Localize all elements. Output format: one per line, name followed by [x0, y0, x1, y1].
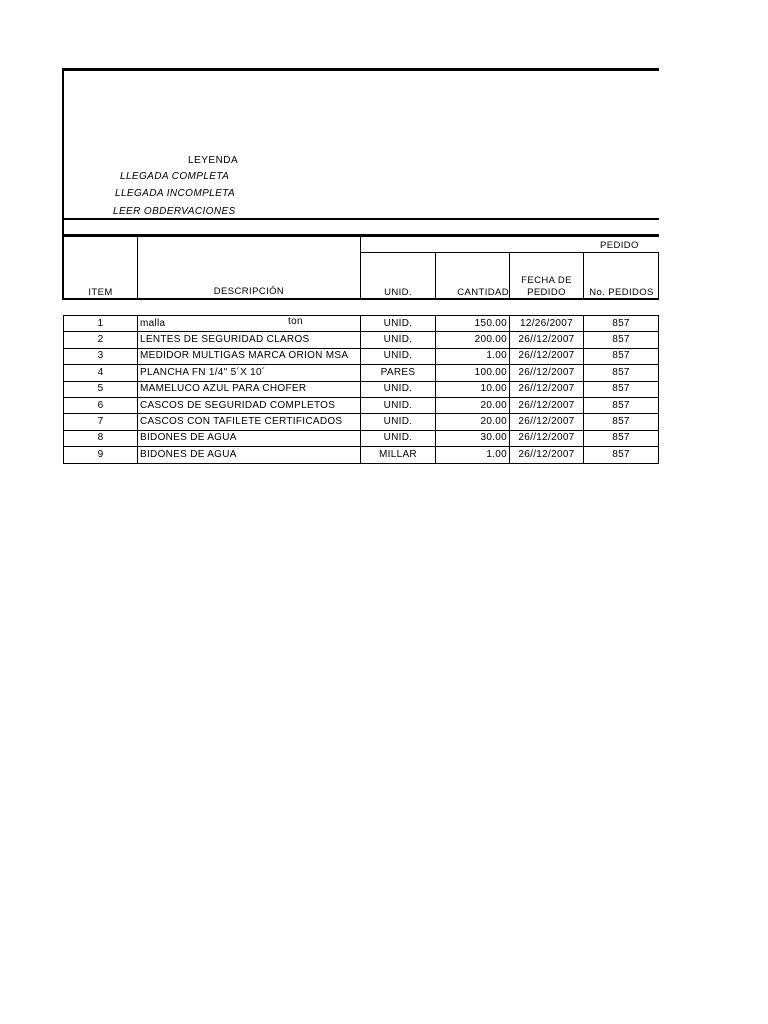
description-cell: PLANCHA FN 1/4" 5´X 10´: [138, 365, 361, 381]
table-row: [64, 397, 659, 413]
items-table: [63, 315, 659, 464]
unit-cell: UNID.: [361, 332, 436, 348]
table-row: [64, 430, 659, 446]
quantity-cell: 150.00: [436, 316, 510, 332]
date-cell: 26//12/2007: [510, 348, 584, 364]
date-cell: 12/26/2007: [510, 316, 584, 332]
quantity-cell: 1.00: [436, 348, 510, 364]
quantity-cell: 100.00: [436, 365, 510, 381]
description-text: malla: [140, 317, 166, 329]
date-cell: 26//12/2007: [510, 414, 584, 430]
legend-item-complete: LLEGADA COMPLETA: [120, 171, 230, 182]
description-cell: CASCOS DE SEGURIDAD COMPLETOS: [138, 397, 361, 413]
item-header: ITEM: [88, 287, 113, 298]
quantity-cell: 20.00: [436, 397, 510, 413]
unit-cell: PARES: [361, 365, 436, 381]
legend-item-observations: LEER OBDERVACIONES: [113, 206, 236, 217]
quantity-cell: 30.00: [436, 430, 510, 446]
table-row: [64, 348, 659, 364]
table-row: [64, 316, 659, 332]
date-cell: 26//12/2007: [510, 381, 584, 397]
item-cell: 2: [64, 332, 138, 348]
description-cell: BIDONES DE AGUA: [138, 447, 361, 463]
order-number-cell: 857: [584, 365, 659, 381]
quantity-cell: 1.00: [436, 447, 510, 463]
unit-cell: UNID.: [361, 430, 436, 446]
legend-item-incomplete: LLEGADA INCOMPLETA: [115, 188, 236, 199]
top-border: [62, 68, 659, 71]
item-cell: 3: [64, 348, 138, 364]
unit-cell: UNID.: [361, 397, 436, 413]
date-cell: 26//12/2007: [510, 332, 584, 348]
unit-cell: UNID.: [361, 414, 436, 430]
item-cell: 8: [64, 430, 138, 446]
fecha-header-line2: PEDIDO: [527, 287, 566, 298]
order-number-cell: 857: [584, 381, 659, 397]
date-cell: 26//12/2007: [510, 397, 584, 413]
order-number-cell: 857: [584, 430, 659, 446]
item-cell: 7: [64, 414, 138, 430]
legend-bottom-border: [62, 218, 659, 220]
quantity-cell: 10.00: [436, 381, 510, 397]
order-number-cell: 857: [584, 397, 659, 413]
description-note: ton: [288, 316, 303, 327]
no-pedidos-header: No. PEDIDOS: [589, 287, 654, 298]
quantity-cell: 20.00: [436, 414, 510, 430]
legend-title: LEYENDA: [188, 155, 239, 166]
fecha-header-line1: FECHA DE: [521, 275, 572, 286]
descripcion-header: DESCRIPCIÓN: [213, 286, 285, 297]
table-row: [64, 414, 659, 430]
order-number-cell: 857: [584, 316, 659, 332]
date-cell: 26//12/2007: [510, 447, 584, 463]
item-cell: 1: [64, 316, 138, 332]
quantity-cell: 200.00: [436, 332, 510, 348]
description-cell: [138, 316, 361, 332]
item-cell: 9: [64, 447, 138, 463]
order-number-cell: 857: [584, 414, 659, 430]
table-row: [64, 381, 659, 397]
pedido-header: PEDIDO: [600, 240, 639, 251]
table-row: [64, 447, 659, 463]
date-cell: 26//12/2007: [510, 365, 584, 381]
table-row: [64, 365, 659, 381]
order-number-cell: 857: [584, 332, 659, 348]
table-row: [64, 332, 659, 348]
description-cell: LENTES DE SEGURIDAD CLAROS: [138, 332, 361, 348]
unid-header: UNID.: [384, 287, 412, 298]
item-cell: 4: [64, 365, 138, 381]
unit-cell: UNID.: [361, 316, 436, 332]
unit-cell: MILLAR: [361, 447, 436, 463]
item-cell: 5: [64, 381, 138, 397]
description-cell: CASCOS CON TAFILETE CERTIFICADOS: [138, 414, 361, 430]
left-border: [62, 68, 64, 300]
order-number-cell: 857: [584, 447, 659, 463]
order-number-cell: 857: [584, 348, 659, 364]
description-cell: MAMELUCO AZUL PARA CHOFER: [138, 381, 361, 397]
unit-cell: UNID.: [361, 348, 436, 364]
description-cell: BIDONES DE AGUA: [138, 430, 361, 446]
date-cell: 26//12/2007: [510, 430, 584, 446]
description-cell: MEDIDOR MULTIGAS MARCA ORION MSA: [138, 348, 361, 364]
unit-cell: UNID.: [361, 381, 436, 397]
item-cell: 6: [64, 397, 138, 413]
cantidad-header: CANTIDAD: [457, 287, 509, 298]
